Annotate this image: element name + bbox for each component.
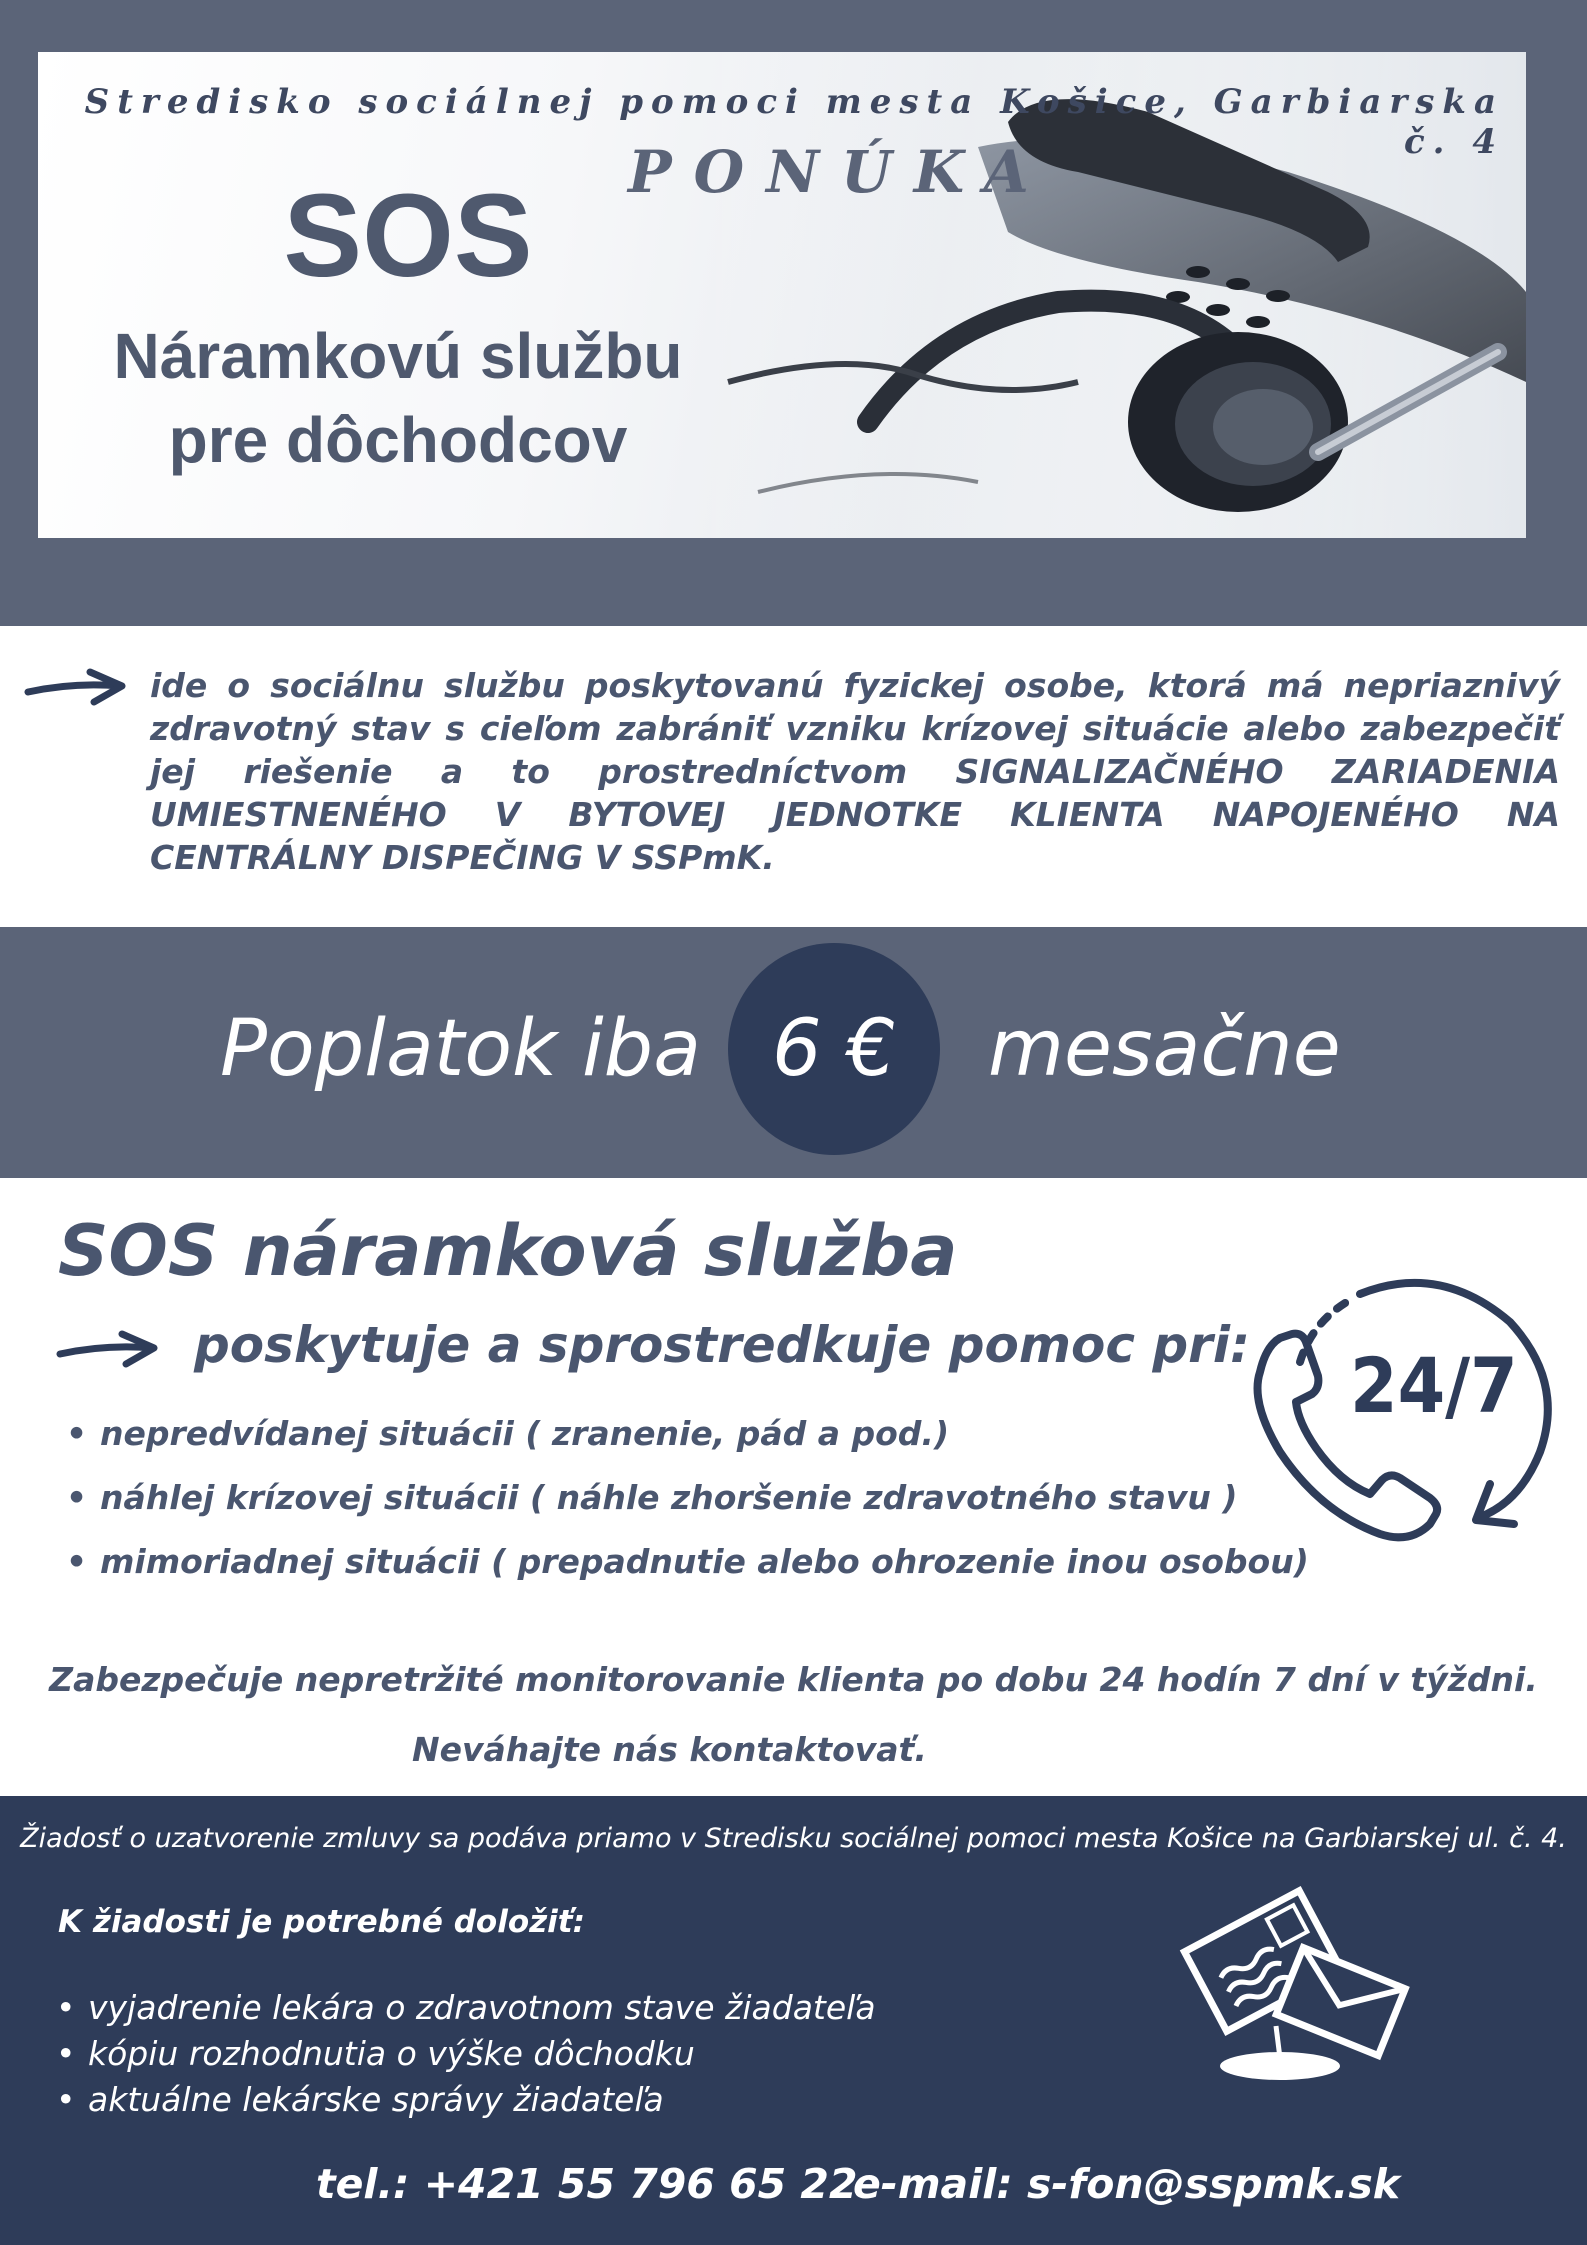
center-name: Stredisko sociálnej pomoci mesta Košice, Garbiarska č. 4 <box>84 82 1504 162</box>
monitoring-note: Zabezpečuje nepretržité monitorovanie klienta po dobu 24 hodín 7 dní v týždni. <box>49 1660 1538 1699</box>
arrow-right-icon <box>56 1330 160 1370</box>
phone-number[interactable]: tel.: +421 55 796 65 22 <box>316 2160 858 2208</box>
offer-heading: PONÚKA <box>628 138 1051 206</box>
list-item: • kópiu rozhodnutia o výške dôchodku <box>56 2031 876 2077</box>
service-title-line2: pre dôchodcov <box>168 404 628 476</box>
sos-heading: SOS <box>283 170 533 302</box>
badge-24-7: 24/7 <box>1350 1341 1518 1430</box>
envelope-letters-icon <box>1168 1876 1418 2086</box>
list-item: • aktuálne lekárske správy žiadateľa <box>56 2077 876 2123</box>
phone-24-7-icon <box>1240 1262 1570 1552</box>
price-value: 6 € <box>771 1004 897 1094</box>
documents-heading: K žiadosti je potrebné doložiť: <box>58 1904 586 1940</box>
list-item: • náhlej krízovej situácii ( náhle zhoršenie zdravotného stavu ) <box>66 1466 1309 1530</box>
list-item: • nepredvídanej situácii ( zranenie, pád a pod.) <box>66 1402 1309 1466</box>
service-title-line1: Náramkovú službu <box>113 320 683 392</box>
intro-description: ide o sociálnu službu poskytovanú fyzickej osobe, ktorá má nepriaznivý zdravotný stav s cieľom zabrániť vzniku krízovej situácie alebo zabezpečiť jej riešenie a to prostredníctvom SIGNALIZAČNÉHO ZARIADENIA UMIESTNENÉHO V BYTOVEJ JEDNOTKE KLIENTA NAPOJENÉHO NA CENTRÁLNY DISPEČING V SSPmK. <box>150 666 1560 877</box>
sos-section-subtitle: poskytuje a sprostredkuje pomoc pri: <box>194 1316 1250 1374</box>
price-suffix: mesačne <box>988 1004 1341 1094</box>
help-list <box>66 1402 1309 1594</box>
list-item: • vyjadrenie lekára o zdravotnom stave žiadateľa <box>56 1985 876 2031</box>
email-address[interactable]: e-mail: s-fon@sspmk.sk <box>853 2160 1400 2208</box>
documents-list <box>56 1985 876 2123</box>
application-note: Žiadosť o uzatvorenie zmluvy sa podáva priamo v Stredisku sociálnej pomoci mesta Košice na Garbiarskej ul. č. 4. <box>20 1823 1567 1854</box>
price-prefix: Poplatok iba <box>220 1004 701 1094</box>
sos-section-title: SOS náramková služba <box>58 1210 958 1292</box>
list-item: • mimoriadnej situácii ( prepadnutie alebo ohrozenie inou osobou) <box>66 1530 1309 1594</box>
arrow-right-icon <box>24 668 128 708</box>
service-title <box>48 314 748 482</box>
hero-banner <box>38 52 1526 538</box>
contact-us-note: Neváhajte nás kontaktovať. <box>412 1730 927 1769</box>
